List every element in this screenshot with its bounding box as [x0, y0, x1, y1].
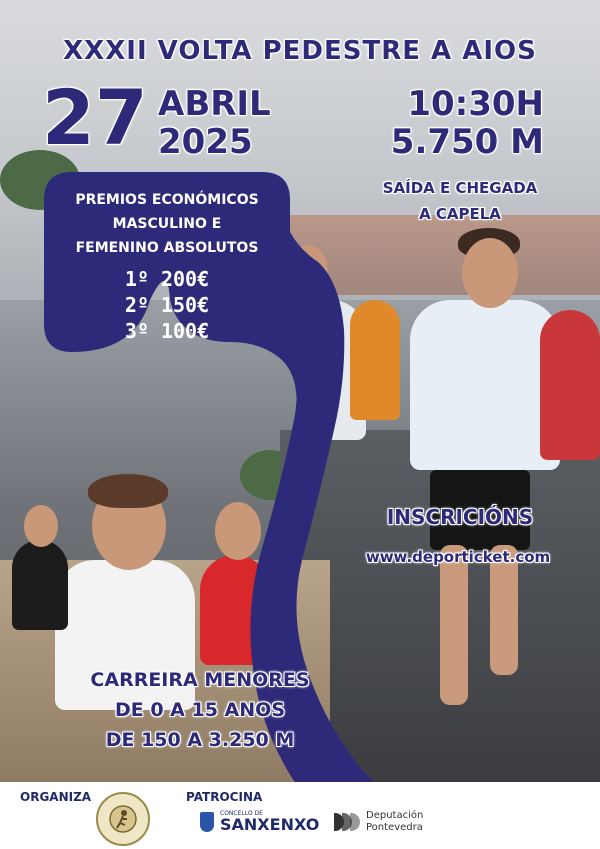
sponsor-deputacion [334, 810, 423, 834]
runner-icon [108, 804, 138, 834]
prize-first: 1º 200€ [124, 267, 210, 291]
kids-race-line2: DE 0 A 15 ANOS [114, 699, 286, 721]
sponsor2-line1: Deputación [366, 810, 424, 821]
registration-url[interactable]: www.deporticket.com [365, 548, 551, 566]
prize-second: 2º 150€ [124, 293, 210, 317]
event-year: 2025 [158, 122, 253, 162]
sponsor1-name: SANXENXO [220, 815, 320, 834]
event-distance: 5.750 M [390, 122, 544, 162]
prizes-box [44, 188, 290, 344]
event-month: ABRIL [158, 84, 271, 124]
deputacion-logo-icon [334, 813, 360, 831]
kids-race-line1: CARREIRA MENORES [90, 669, 310, 691]
start-finish-line2: A CAPELA [419, 205, 501, 223]
footer [0, 782, 600, 849]
start-finish-location [360, 175, 560, 227]
kids-race-line3: DE 150 A 3.250 M [105, 729, 295, 751]
kids-race-info [70, 665, 330, 755]
sponsor-sanxenxo [200, 810, 319, 833]
organizer-logo [96, 792, 150, 846]
start-finish-line1: SAÍDA E CHEGADA [382, 179, 538, 197]
sponsor2-line2: Pontevedra [366, 822, 423, 833]
prize-third: 3º 100€ [124, 319, 210, 343]
event-time: 10:30H [407, 84, 544, 124]
prizes-heading-line3: FEMENINO ABSOLUTOS [75, 240, 259, 256]
shield-icon [200, 812, 214, 832]
prizes-heading-line1: PREMIOS ECONÓMICOS [75, 192, 259, 208]
sponsor1-small: CONCELLO DE [220, 810, 263, 817]
prizes-heading-line2: MASCULINO E [112, 216, 222, 232]
event-title: XXXII VOLTA PEDESTRE A AIOS [63, 36, 537, 66]
patrocina-label: PATROCINA [186, 790, 263, 804]
event-day: 27 [42, 73, 148, 162]
registration-heading: INSCRICIÓNS [386, 505, 534, 529]
organiza-label: ORGANIZA [20, 790, 92, 804]
